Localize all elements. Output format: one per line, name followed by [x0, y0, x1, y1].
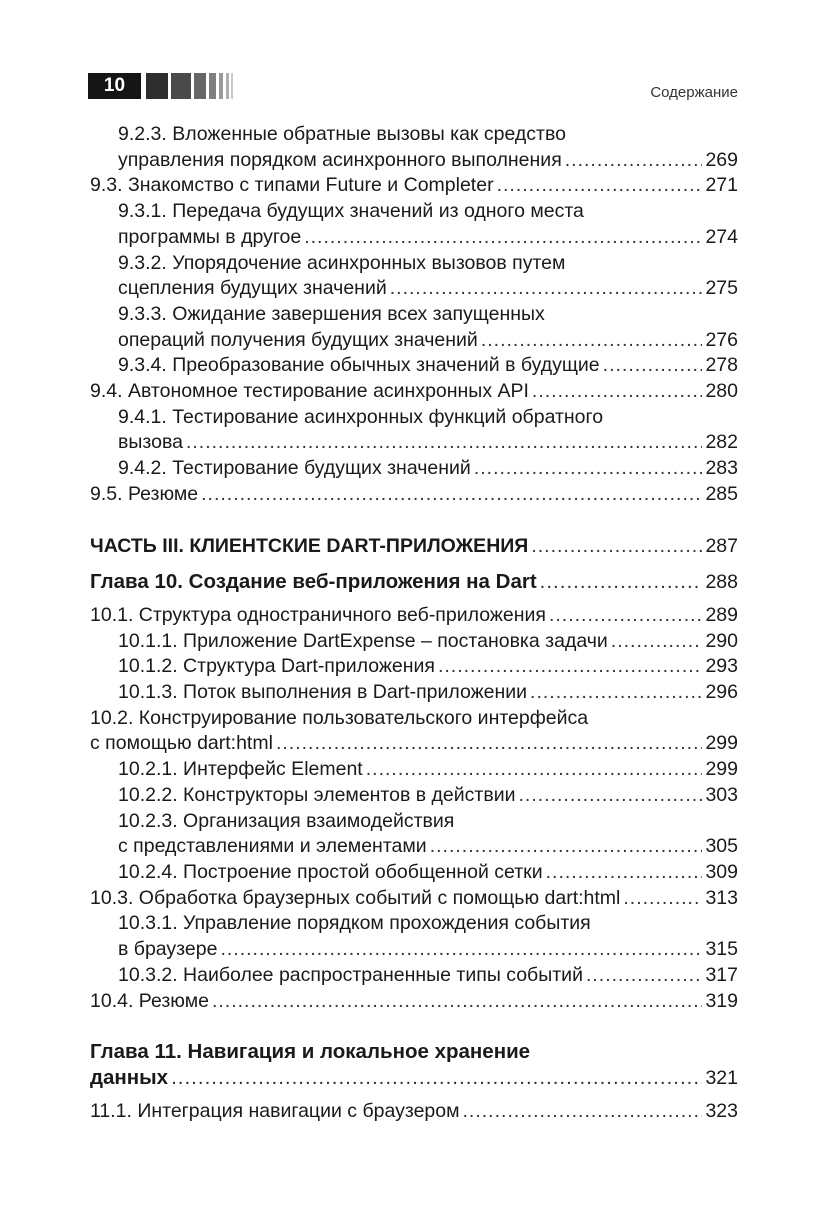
toc-entry: [90, 405, 738, 456]
toc-page-number: 315: [705, 938, 738, 961]
toc-entry-title: 9.3.4. Преобразование обычных значений в будущие: [118, 354, 600, 377]
dot-leader: [201, 482, 702, 508]
toc-entry-title: программы в другое: [118, 225, 302, 248]
dot-leader: [276, 731, 703, 757]
toc-entry: [90, 629, 738, 655]
toc-page-number: 289: [705, 603, 738, 626]
dot-leader: [603, 353, 703, 379]
toc-page-number: 303: [705, 783, 738, 806]
toc-page-number: 290: [705, 629, 738, 652]
toc-entry: [90, 680, 738, 706]
toc-entry-title: 10.2.1. Интерфейс Element: [118, 758, 363, 781]
dot-leader: [546, 860, 703, 886]
toc-entry: [90, 757, 738, 783]
toc-entry-title: 10.2.3. Организация взаимодействия: [118, 809, 455, 832]
toc-entry: [90, 860, 738, 886]
page-number: 10: [88, 73, 141, 99]
dot-leader: [304, 225, 702, 251]
dot-leader: [586, 963, 702, 989]
toc-entry-title: ЧАСТЬ III. КЛИЕНТСКИЕ DART-ПРИЛОЖЕНИЯ: [90, 534, 529, 557]
dot-leader: [565, 148, 703, 174]
toc-page-number: 288: [705, 571, 738, 594]
toc-entry-title: 9.3.1. Передача будущих значений из одного места: [118, 200, 584, 223]
toc-entry: [90, 482, 738, 508]
dot-leader: [171, 1065, 702, 1091]
toc-entry-title: 9.3. Знакомство с типами Future и Completer: [90, 174, 494, 197]
toc-entry-title: 11.1. Интеграция навигации с браузером: [90, 1099, 460, 1122]
toc-page-number: 321: [705, 1066, 738, 1089]
toc-page-number: 323: [705, 1099, 738, 1122]
toc-entry-title: 10.1.2. Структура Dart-приложения: [118, 655, 435, 678]
toc-entry-title: 10.2.2. Конструкторы элементов в действии: [118, 783, 516, 806]
toc-page-number: 309: [705, 860, 738, 883]
dot-leader: [186, 430, 703, 456]
toc-entry-title: 10.3.2. Наиболее распространенные типы событий: [118, 963, 583, 986]
toc-entry: [90, 199, 738, 250]
toc-page-number: 296: [705, 681, 738, 704]
toc-entry-title: сцепления будущих значений: [118, 277, 387, 300]
toc-entry-title: 10.4. Резюме: [90, 989, 209, 1012]
toc-page-number: 287: [705, 534, 738, 557]
toc-entry-title: вызова: [118, 431, 183, 454]
dot-leader: [430, 834, 703, 860]
dot-leader: [611, 629, 703, 655]
dot-leader: [390, 276, 703, 302]
dot-leader: [530, 680, 702, 706]
toc-entry-title: Глава 11. Навигация и локальное хранение: [90, 1040, 531, 1064]
toc-page-number: 280: [705, 380, 738, 403]
toc-entry-title: в браузере: [118, 938, 218, 961]
table-of-contents: [90, 122, 738, 1124]
toc-entry-title: 10.1.1. Приложение DartExpense – постановка задачи: [118, 629, 608, 652]
toc-entry-title: 10.1.3. Поток выполнения в Dart-приложении: [118, 681, 528, 704]
toc-page-number: 275: [705, 277, 738, 300]
toc-page-number: 305: [705, 835, 738, 858]
toc-entry: [90, 963, 738, 989]
dot-leader: [212, 989, 703, 1015]
toc-entry-title: операций получения будущих значений: [118, 328, 478, 351]
toc-entry-title: 9.4.1. Тестирование асинхронных функций обратного: [118, 405, 604, 428]
toc-page-number: 276: [705, 328, 738, 351]
toc-entry: [90, 989, 738, 1015]
dot-leader: [220, 937, 702, 963]
toc-entry-title: 9.3.2. Упорядочение асинхронных вызовов путем: [118, 251, 566, 274]
toc-entry-title: 9.3.3. Ожидание завершения всех запущенных: [118, 302, 545, 325]
toc-entry: [90, 911, 738, 962]
toc-entry-title: Глава 10. Создание веб-приложения на Dart: [90, 570, 537, 594]
toc-page-number: 299: [705, 758, 738, 781]
dot-leader: [531, 534, 702, 560]
toc-entry: [90, 654, 738, 680]
dot-leader: [366, 757, 703, 783]
toc-entry: [90, 122, 738, 173]
toc-entry: [90, 251, 738, 302]
toc-entry-title: 10.1. Структура одностраничного веб-приложения: [90, 603, 546, 626]
toc-page-number: 293: [705, 655, 738, 678]
toc-entry: [90, 353, 738, 379]
toc-entry-title: 9.4. Автономное тестирование асинхронных API: [90, 380, 529, 403]
dot-leader: [540, 569, 703, 595]
toc-entry-title: управления порядком асинхронного выполнения: [118, 148, 562, 171]
toc-page-number: 269: [705, 148, 738, 171]
toc-page-number: 274: [705, 225, 738, 248]
dot-leader: [518, 783, 702, 809]
toc-page-number: 313: [705, 886, 738, 909]
toc-page-number: 317: [705, 963, 738, 986]
toc-page-number: 285: [705, 482, 738, 505]
toc-entry-title: данных: [90, 1065, 169, 1089]
dot-leader: [481, 328, 703, 354]
toc-entry: [90, 1039, 738, 1091]
toc-page-number: 271: [705, 174, 738, 197]
dot-leader: [549, 603, 703, 629]
toc-entry-title: 9.2.3. Вложенные обратные вызовы как средство: [118, 123, 566, 145]
toc-entry: [90, 783, 738, 809]
dot-leader: [438, 654, 703, 680]
toc-entry-title: с помощью dart:html: [90, 732, 273, 755]
toc-page-number: 282: [705, 431, 738, 454]
toc-entry-title: 10.3.1. Управление порядком прохождения события: [118, 912, 591, 935]
dot-leader: [623, 886, 702, 912]
toc-entry-title: с представлениями и элементами: [118, 835, 427, 858]
running-title: Содержание: [650, 84, 738, 101]
toc-entry-title: 10.3. Обработка браузерных событий с помощью dart:html: [90, 886, 621, 909]
toc-page-number: 283: [705, 457, 738, 480]
toc-entry: [90, 603, 738, 629]
toc-entry: [90, 302, 738, 353]
dot-leader: [474, 456, 703, 482]
dot-leader: [463, 1099, 703, 1125]
toc-entry-title: 10.2.4. Построение простой обобщенной сетки: [118, 860, 543, 883]
toc-entry: [90, 173, 738, 199]
toc-entry: [90, 456, 738, 482]
toc-entry: [90, 706, 738, 757]
toc-entry: [90, 809, 738, 860]
toc-entry: [90, 1099, 738, 1125]
dot-leader: [497, 173, 703, 199]
toc-entry-title: 9.5. Резюме: [90, 482, 199, 505]
toc-page-number: 299: [705, 732, 738, 755]
toc-entry: [90, 379, 738, 405]
toc-page-number: 278: [705, 354, 738, 377]
toc-entry: [90, 886, 738, 912]
toc-page-number: 319: [705, 989, 738, 1012]
toc-entry-title: 10.2. Конструирование пользовательского интерфейса: [90, 706, 589, 729]
dot-leader: [532, 379, 703, 405]
toc-entry: [90, 569, 738, 596]
toc-entry-title: 9.4.2. Тестирование будущих значений: [118, 457, 471, 480]
toc-entry: [90, 534, 738, 560]
